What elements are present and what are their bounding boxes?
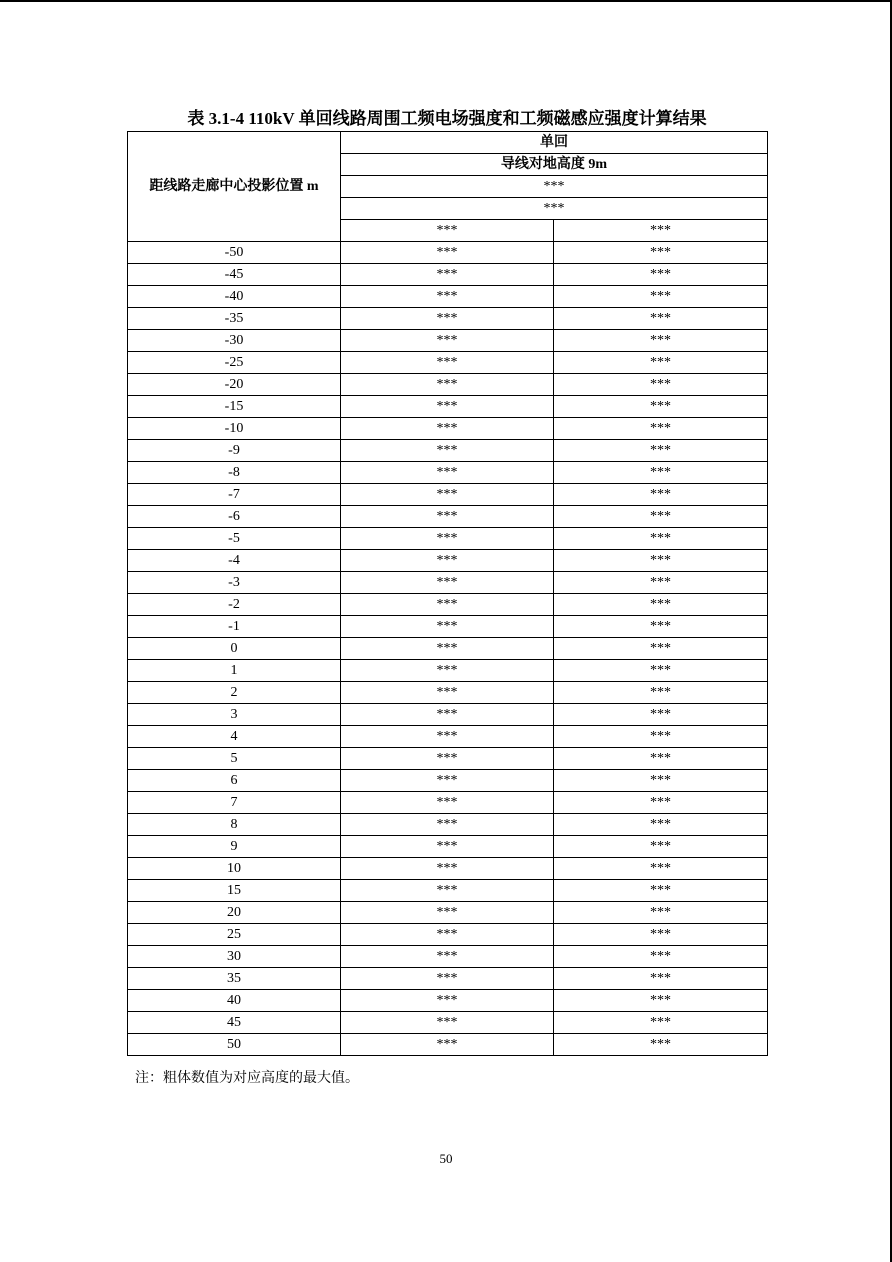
- value-cell-b: ***: [554, 1034, 768, 1056]
- value-cell-a: ***: [341, 792, 554, 814]
- table-row: [128, 374, 768, 396]
- value-cell-b: ***: [554, 462, 768, 484]
- results-table: [127, 131, 768, 1056]
- column-a-header: ***: [341, 220, 554, 242]
- distance-cell: -25: [128, 352, 341, 374]
- distance-cell: -50: [128, 242, 341, 264]
- distance-cell: 7: [128, 792, 341, 814]
- distance-cell: -1: [128, 616, 341, 638]
- value-cell-a: ***: [341, 396, 554, 418]
- distance-cell: 50: [128, 1034, 341, 1056]
- value-cell-b: ***: [554, 704, 768, 726]
- table-row: [128, 1034, 768, 1056]
- value-cell-b: ***: [554, 374, 768, 396]
- distance-cell: 10: [128, 858, 341, 880]
- distance-cell: -6: [128, 506, 341, 528]
- table-row: [128, 572, 768, 594]
- value-cell-b: ***: [554, 330, 768, 352]
- value-cell-b: ***: [554, 286, 768, 308]
- value-cell-a: ***: [341, 814, 554, 836]
- table-row: [128, 660, 768, 682]
- value-cell-b: ***: [554, 242, 768, 264]
- table-row: [128, 330, 768, 352]
- table-row: [128, 814, 768, 836]
- value-cell-a: ***: [341, 484, 554, 506]
- value-cell-a: ***: [341, 858, 554, 880]
- value-cell-b: ***: [554, 594, 768, 616]
- value-cell-b: ***: [554, 638, 768, 660]
- distance-cell: 30: [128, 946, 341, 968]
- top-border-line: [0, 0, 892, 2]
- value-cell-a: ***: [341, 550, 554, 572]
- distance-cell: -15: [128, 396, 341, 418]
- distance-cell: -35: [128, 308, 341, 330]
- table-row: [128, 704, 768, 726]
- value-cell-a: ***: [341, 330, 554, 352]
- distance-cell: -8: [128, 462, 341, 484]
- distance-cell: 9: [128, 836, 341, 858]
- page-number: 50: [439, 1151, 453, 1166]
- table-row: [128, 682, 768, 704]
- value-cell-b: ***: [554, 396, 768, 418]
- distance-cell: -7: [128, 484, 341, 506]
- table-row: [128, 770, 768, 792]
- table-caption: 表 3.1-4 110kV 单回线路周围工频电场强度和工频磁感应强度计算结果: [187, 109, 707, 128]
- table-row: [128, 990, 768, 1012]
- distance-cell: -20: [128, 374, 341, 396]
- value-cell-a: ***: [341, 968, 554, 990]
- value-cell-a: ***: [341, 682, 554, 704]
- table-row: [128, 528, 768, 550]
- distance-cell: 20: [128, 902, 341, 924]
- table-row: [128, 396, 768, 418]
- distance-cell: 5: [128, 748, 341, 770]
- value-cell-a: ***: [341, 660, 554, 682]
- value-cell-a: ***: [341, 616, 554, 638]
- distance-cell: -45: [128, 264, 341, 286]
- header-cell-3: ***: [341, 176, 768, 198]
- value-cell-a: ***: [341, 374, 554, 396]
- value-cell-b: ***: [554, 880, 768, 902]
- value-cell-b: ***: [554, 572, 768, 594]
- distance-cell: -40: [128, 286, 341, 308]
- value-cell-b: ***: [554, 484, 768, 506]
- distance-cell: -2: [128, 594, 341, 616]
- value-cell-a: ***: [341, 770, 554, 792]
- value-cell-a: ***: [341, 638, 554, 660]
- distance-cell: 45: [128, 1012, 341, 1034]
- value-cell-a: ***: [341, 902, 554, 924]
- value-cell-a: ***: [341, 990, 554, 1012]
- distance-cell: 0: [128, 638, 341, 660]
- table-row: [128, 308, 768, 330]
- distance-cell: 15: [128, 880, 341, 902]
- table-row: [128, 880, 768, 902]
- value-cell-b: ***: [554, 946, 768, 968]
- distance-cell: 4: [128, 726, 341, 748]
- value-cell-a: ***: [341, 308, 554, 330]
- value-cell-a: ***: [341, 264, 554, 286]
- table-note: 注：粗体数值为对应高度的最大值。: [135, 1071, 359, 1086]
- distance-cell: 40: [128, 990, 341, 1012]
- conductor-height-header: 导线对地高度 9m: [341, 154, 768, 176]
- distance-cell: 6: [128, 770, 341, 792]
- table-row: [128, 946, 768, 968]
- table-row: [128, 506, 768, 528]
- value-cell-b: ***: [554, 616, 768, 638]
- value-cell-b: ***: [554, 858, 768, 880]
- value-cell-b: ***: [554, 814, 768, 836]
- table-row: [128, 550, 768, 572]
- distance-cell: -9: [128, 440, 341, 462]
- table-row: [128, 858, 768, 880]
- value-cell-a: ***: [341, 242, 554, 264]
- value-cell-b: ***: [554, 506, 768, 528]
- value-cell-a: ***: [341, 704, 554, 726]
- value-cell-b: ***: [554, 1012, 768, 1034]
- value-cell-a: ***: [341, 924, 554, 946]
- distance-cell: 8: [128, 814, 341, 836]
- table-row: [128, 836, 768, 858]
- table-row: [128, 968, 768, 990]
- table-row: [128, 616, 768, 638]
- value-cell-b: ***: [554, 748, 768, 770]
- value-cell-b: ***: [554, 990, 768, 1012]
- distance-cell: -10: [128, 418, 341, 440]
- distance-cell: 3: [128, 704, 341, 726]
- table-row: [128, 924, 768, 946]
- value-cell-b: ***: [554, 924, 768, 946]
- value-cell-b: ***: [554, 352, 768, 374]
- table-row: [128, 638, 768, 660]
- table-row: [128, 726, 768, 748]
- circuit-header: 单回: [341, 132, 768, 154]
- table-row: [128, 440, 768, 462]
- value-cell-b: ***: [554, 902, 768, 924]
- value-cell-a: ***: [341, 880, 554, 902]
- value-cell-a: ***: [341, 418, 554, 440]
- header-row-circuit: [128, 132, 768, 154]
- table-row: [128, 242, 768, 264]
- value-cell-b: ***: [554, 308, 768, 330]
- table-row: [128, 484, 768, 506]
- value-cell-a: ***: [341, 726, 554, 748]
- value-cell-a: ***: [341, 748, 554, 770]
- table-row: [128, 286, 768, 308]
- value-cell-a: ***: [341, 462, 554, 484]
- value-cell-b: ***: [554, 968, 768, 990]
- table-row: [128, 352, 768, 374]
- distance-cell: -30: [128, 330, 341, 352]
- table-row: [128, 1012, 768, 1034]
- value-cell-b: ***: [554, 660, 768, 682]
- value-cell-b: ***: [554, 770, 768, 792]
- distance-cell: 25: [128, 924, 341, 946]
- value-cell-a: ***: [341, 528, 554, 550]
- value-cell-b: ***: [554, 264, 768, 286]
- table-row: [128, 792, 768, 814]
- value-cell-b: ***: [554, 418, 768, 440]
- value-cell-b: ***: [554, 550, 768, 572]
- value-cell-b: ***: [554, 682, 768, 704]
- distance-cell: -3: [128, 572, 341, 594]
- value-cell-b: ***: [554, 528, 768, 550]
- column-b-header: ***: [554, 220, 768, 242]
- value-cell-a: ***: [341, 1012, 554, 1034]
- value-cell-a: ***: [341, 506, 554, 528]
- value-cell-a: ***: [341, 572, 554, 594]
- table-row: [128, 902, 768, 924]
- value-cell-b: ***: [554, 440, 768, 462]
- value-cell-a: ***: [341, 594, 554, 616]
- value-cell-b: ***: [554, 836, 768, 858]
- value-cell-a: ***: [341, 946, 554, 968]
- distance-cell: -5: [128, 528, 341, 550]
- value-cell-b: ***: [554, 792, 768, 814]
- table-row: [128, 418, 768, 440]
- distance-cell: -4: [128, 550, 341, 572]
- table-row: [128, 264, 768, 286]
- value-cell-a: ***: [341, 836, 554, 858]
- distance-column-header: 距线路走廊中心投影位置 m: [128, 132, 341, 242]
- value-cell-b: ***: [554, 726, 768, 748]
- value-cell-a: ***: [341, 440, 554, 462]
- value-cell-a: ***: [341, 352, 554, 374]
- header-cell-4: ***: [341, 198, 768, 220]
- distance-cell: 35: [128, 968, 341, 990]
- value-cell-a: ***: [341, 286, 554, 308]
- distance-cell: 1: [128, 660, 341, 682]
- table-row: [128, 594, 768, 616]
- value-cell-a: ***: [341, 1034, 554, 1056]
- table-row: [128, 748, 768, 770]
- distance-cell: 2: [128, 682, 341, 704]
- table-row: [128, 462, 768, 484]
